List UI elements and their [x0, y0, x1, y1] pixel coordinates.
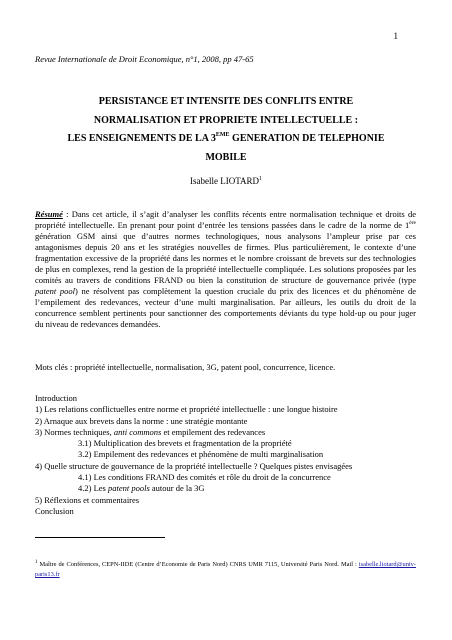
table-of-contents [35, 393, 352, 517]
toc-section-3-start: 3) Normes techniques, [35, 426, 114, 437]
toc-section-4: 4) Quelle structure de gouvernance de la propriété intellectuelle ? Quelques pistes envisagées [35, 460, 353, 471]
abstract-text-2: génération GSM ainsi que d’autres normes technologiques, nous analysons l’ampleur prise par ces antagonismes depuis 20 ans et les stratégies nouvelles de firmes. Plus particulièrement, le contexte d’une fragmentation excessive de la propriété dans les normes et le nombre croissant de brevets sur des technologies de plus en complexes, rend la gestion de la propriété intellectuelle compliquée. Les solutions proposées par les comités au travers de conditions FRAND ou bien la constitution de structure de gouvernance privée (type [35, 231, 416, 286]
page-number: 1 [393, 31, 398, 41]
toc-introduction: Introduction [35, 393, 78, 403]
toc-section-4-1: 4.1) Les conditions FRAND des comités et rôle du droit de la concurrence [78, 472, 331, 483]
title-line-3-start: LES ENSEIGNEMENTS DE LA 3 [67, 133, 216, 144]
title-line-4: MOBILE [205, 151, 247, 163]
footnote-text: Maître de Conférences, CEPN-IIDE (Centre d’Economie de Paris Nord) CNRS UMR 7115, Université Paris Nord. Mail : [37, 561, 359, 568]
toc-section-3-1: 3.1) Multiplication des brevets et fragmentation de la propriété [78, 438, 292, 449]
toc-section-3-2: 3.2) Empilement des redevances et phénomène de multi marginalisation [78, 449, 324, 460]
footnote [35, 560, 416, 581]
abstract [35, 209, 416, 331]
toc-section-2: 2) Arnaque aux brevets dans la norme : une stratégie montante [35, 415, 248, 426]
toc-section-3-end: et empilement des redevances [161, 426, 266, 437]
footnote-divider [35, 537, 165, 538]
toc-section-4-2-end: autour de la 3G [149, 483, 205, 494]
toc-section-5: 5) Réflexions et commentaires [35, 494, 140, 505]
toc-conclusion: Conclusion [35, 505, 74, 516]
author-name: Isabelle LIOTARD [189, 176, 259, 186]
title-line-3 [30, 130, 422, 149]
footnote-mark: 1 [35, 560, 38, 565]
title-superscript: EME [215, 132, 230, 138]
toc-section-4-2-emphasis: patent pools [107, 483, 150, 494]
title-line-2: NORMALISATION ET PROPRIETE INTELLECTUELLE : [93, 114, 359, 126]
toc-section-4-2 [35, 483, 352, 494]
toc-section-4-2-start: 4.2) Les [78, 483, 108, 494]
abstract-superscript: ère [409, 220, 416, 227]
abstract-emphasis: patent pool [35, 286, 76, 297]
author-footnote-mark: 1 [259, 176, 262, 182]
journal-reference: Revue Internationale de Droit Economique, n°1, 2008, pp 47-65 [35, 54, 254, 64]
title-line-1: PERSISTANCE ET INTENSITE DES CONFLITS ENTRE [98, 96, 354, 107]
email-link[interactable]: isabelle.liotard@univ-paris13.fr [35, 561, 416, 579]
abstract-label: Résumé [35, 209, 63, 219]
toc-section-3 [35, 427, 352, 438]
toc-section-3-emphasis: anti commons [113, 426, 162, 437]
abstract-separator: : [62, 209, 72, 219]
toc-section-1: 1) Les relations conflictuelles entre norme et propriété intellectuelle : une longue histoire [35, 404, 338, 415]
abstract-text-3: ) ne résolvent pas complètement la question cruciale du prix des licences et du phénomène de l’empilement des redevances, vecteur d’une multi marginalisation. Par ailleurs, les outils du droit de la concurrence semblent pertinents pour sanctionner des comportements déviants du type hold-up ou pour juger du niveau de redevances demandées. [35, 286, 417, 330]
paper-title [30, 93, 422, 167]
keywords: Mots clés : propriété intellectuelle, normalisation, 3G, patent pool, concurrence, licence. [35, 362, 336, 372]
author-line [0, 176, 452, 186]
abstract-text-1: Dans cet article, il s’agit d’analyser les conflits récents entre normalisation technique et droits de propriété intellectuelle. En prenant pour point d’entrée les tensions passées dans le cadre de la norme de 1 [35, 209, 416, 231]
title-line-3-end: GENERATION DE TELEPHONIE [229, 133, 385, 144]
